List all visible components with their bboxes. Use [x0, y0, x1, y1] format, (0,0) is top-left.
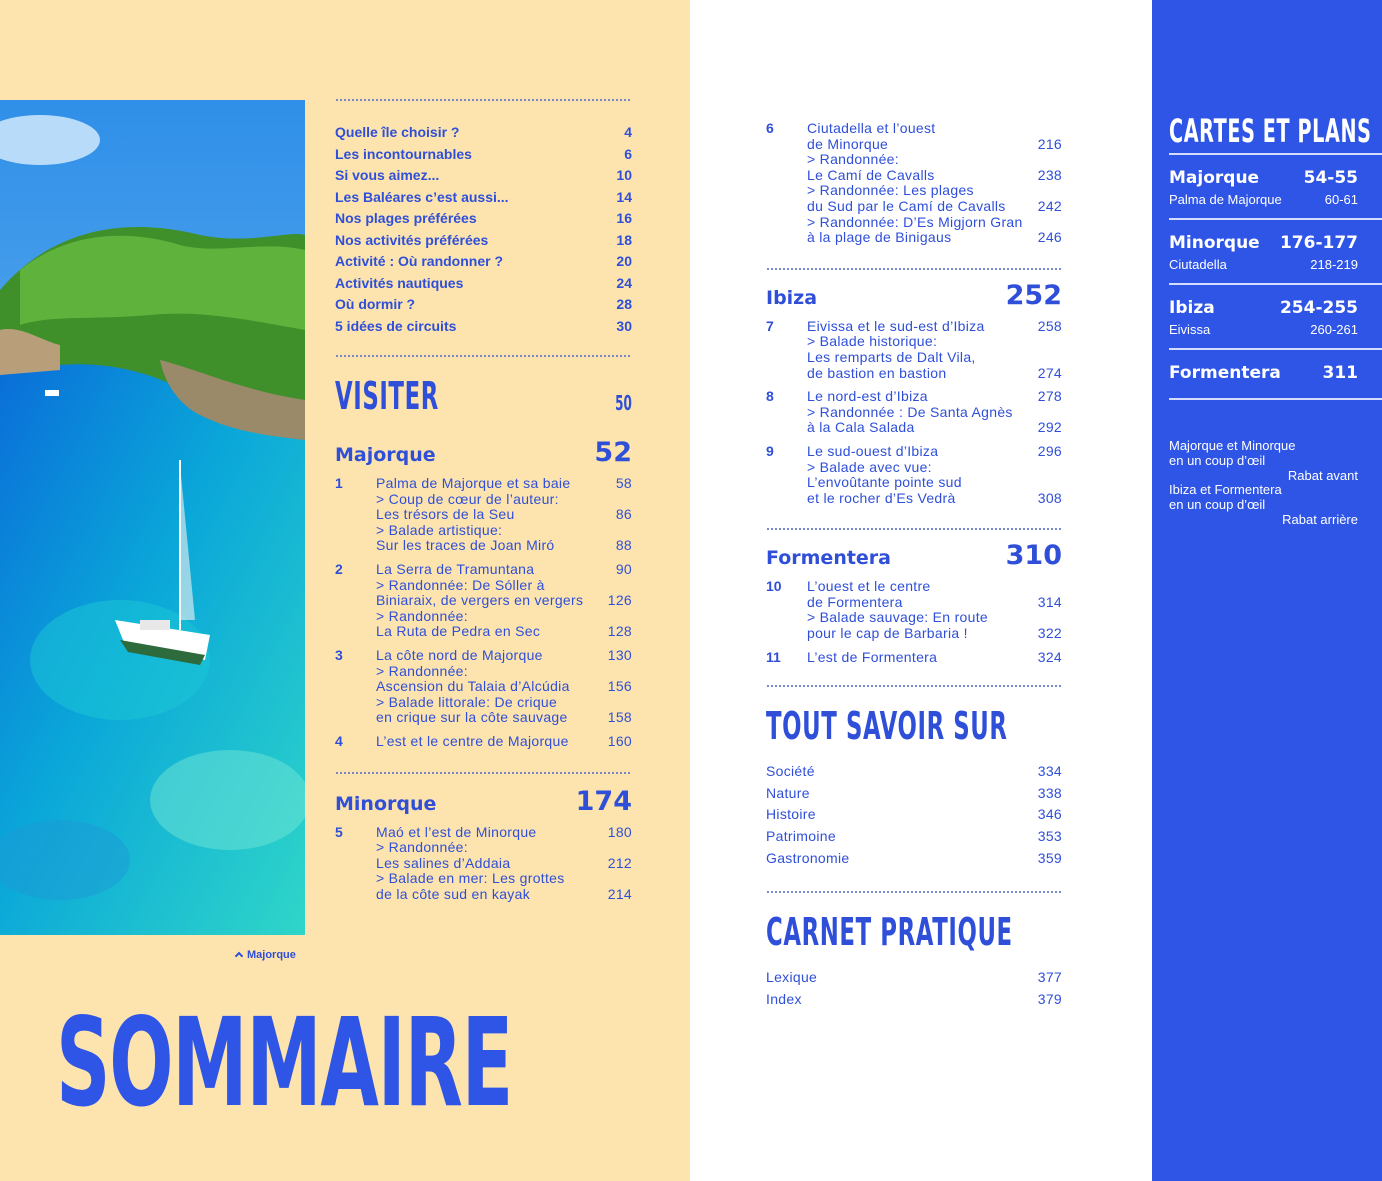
chapter-line-text: > Balade sauvage: En route	[807, 609, 988, 626]
cove-photo-illustration	[0, 100, 305, 935]
region-name: Ibiza	[766, 286, 818, 309]
chapter-number: 7	[766, 317, 774, 334]
chapter-line	[807, 405, 1062, 421]
chapter-line-page: 160	[607, 732, 632, 749]
chapter-line-text: L’est de Formentera	[807, 648, 938, 665]
chapter-line	[807, 168, 1062, 184]
map-pages: 254-255	[1279, 298, 1358, 318]
chapter-body	[376, 476, 632, 554]
chapter-line-text: > Coup de cœur de l’auteur:	[376, 490, 559, 507]
chapter-line-text: La Ruta de Pedra en Sec	[376, 623, 541, 640]
region-page: 174	[575, 785, 632, 817]
toc-entry[interactable]	[335, 208, 632, 230]
chapter-body	[807, 319, 1062, 381]
toc-entry-page: 10	[616, 167, 632, 183]
region-minorque	[335, 786, 632, 817]
region-majorque	[335, 437, 632, 468]
page-title: SOMMAIRE	[56, 992, 513, 1134]
chapter-line	[376, 825, 632, 841]
chapter-line-text: de Formentera	[807, 593, 903, 610]
toc-entry-label: Si vous aimez...	[335, 167, 440, 183]
chapter-line-page: 158	[607, 709, 632, 726]
chapter-line	[807, 595, 1062, 611]
chapter-line-page: 246	[1037, 229, 1062, 246]
chapter-line	[376, 734, 632, 750]
chapter-line-text: à la Cala Salada	[807, 419, 915, 436]
chapter-line	[376, 578, 632, 594]
section-tout-savoir	[766, 704, 1062, 749]
chapter-line-text: Les trésors de la Seu	[376, 506, 515, 523]
maps-sidebar	[1152, 0, 1382, 1181]
chapter-line	[807, 366, 1062, 382]
chapter-line-text: Sur les traces de Joan Miró	[376, 537, 555, 554]
chapter-line	[807, 319, 1062, 335]
toc-entry-label: Nos plages préférées	[335, 210, 477, 226]
toc-entry-label: Index	[766, 990, 802, 1007]
chapter-line-text: Maó et l’est de Minorque	[376, 823, 537, 840]
region-formentera	[766, 540, 1062, 571]
chapter-body	[807, 579, 1062, 641]
chapter-entry[interactable]	[335, 825, 632, 903]
chapter-line-text: de Minorque	[807, 135, 889, 152]
toc-entry-label: Les Baléares c’est aussi...	[335, 188, 509, 205]
toc-entry-label: 5 idées de circuits	[335, 317, 457, 334]
chapter-line-page: 308	[1037, 489, 1062, 506]
chapter-line	[376, 887, 632, 903]
chapter-line-page: 278	[1037, 388, 1062, 405]
map-name: Minorque	[1169, 233, 1260, 253]
toc-entry[interactable]	[766, 989, 1062, 1011]
toc-entry-page: 346	[1037, 806, 1062, 823]
chapter-line-page: 156	[607, 678, 632, 695]
divider	[1169, 218, 1382, 220]
chapter-line-text: Les salines d’Addaia	[376, 854, 511, 871]
toc-entry[interactable]	[335, 144, 632, 166]
toc-entry[interactable]	[335, 294, 632, 316]
chapter-line	[376, 695, 632, 711]
chapter-number: 4	[335, 732, 343, 749]
chapter-line-text: > Randonnée: D’Es Migjorn Gran	[807, 213, 1023, 230]
chapter-line	[376, 476, 632, 492]
chapter-line-text: de la côte sud en kayak	[376, 885, 530, 902]
chapter-body	[807, 650, 1062, 666]
flap-note-back: Ibiza et Formentera en un coup d’œil Rabat arrière	[1169, 482, 1358, 527]
map-entry-formentera	[1169, 363, 1358, 383]
toc-entry-page: 4	[624, 124, 632, 140]
chapter-line-text: > Randonnée:	[376, 662, 468, 679]
chapter-line	[376, 523, 632, 539]
toc-entry[interactable]	[766, 967, 1062, 989]
toc-entry[interactable]	[766, 761, 1062, 783]
chapter-line-text: Le Camí de Cavalls	[807, 166, 935, 183]
dotted-divider	[335, 772, 632, 774]
chapter-body	[376, 562, 632, 640]
chapter-number: 10	[766, 578, 782, 595]
chapter-line	[376, 624, 632, 640]
chapter-line-page: 292	[1037, 419, 1062, 436]
chapter-line	[807, 215, 1062, 231]
chapter-entry[interactable]	[766, 579, 1062, 641]
toc-entry-page: 28	[616, 296, 632, 312]
toc-entry-page: 6	[624, 145, 632, 162]
region-ibiza	[766, 280, 1062, 311]
chapter-line-text: pour le cap de Barbaria !	[807, 625, 968, 642]
toc-entry-page: 24	[616, 274, 632, 291]
toc-entry[interactable]	[335, 251, 632, 273]
toc-entry-label: Lexique	[766, 969, 818, 986]
toc-column-1	[335, 99, 632, 902]
chapter-line-page: 322	[1037, 625, 1062, 642]
chapter-line-text: Ciutadella et l’ouest	[807, 120, 936, 136]
caret-up-icon	[235, 952, 243, 960]
chapter-line-text: > Balade artistique:	[376, 521, 503, 538]
chapter-line	[376, 562, 632, 578]
toc-entry-page: 359	[1037, 849, 1062, 866]
section-page-visiter: 50	[615, 391, 632, 415]
chapter-line-text: > Balade en mer: Les grottes	[376, 870, 565, 887]
toc-entry-label: Histoire	[766, 806, 816, 823]
chapter-line	[807, 152, 1062, 168]
toc-entry-label: Nos activités préférées	[335, 231, 489, 248]
chapter-line	[376, 856, 632, 872]
map-sub-name: Ciutadella	[1169, 257, 1227, 272]
intro-list	[335, 122, 632, 337]
toc-entry[interactable]	[335, 165, 632, 187]
section-visiter	[335, 374, 632, 418]
map-sub-pages: 260-261	[1310, 322, 1358, 337]
dotted-divider	[335, 99, 632, 101]
region-page: 252	[1005, 279, 1062, 311]
chapter-line-page: 216	[1037, 135, 1062, 152]
chapter-line-text: > Balade historique:	[807, 333, 938, 350]
chapter-line-page: 126	[607, 592, 632, 609]
chapter-line-text: Palma de Majorque et sa baie	[376, 475, 571, 491]
chapter-line-page: 274	[1037, 364, 1062, 381]
chapter-line	[807, 389, 1062, 405]
chapter-entry[interactable]	[766, 319, 1062, 381]
chapter-line	[807, 350, 1062, 366]
left-page	[0, 0, 690, 1181]
divider	[1169, 153, 1382, 155]
chapter-number: 6	[766, 120, 774, 136]
toc-entry-page: 379	[1037, 990, 1062, 1007]
toc-entry-label: Patrimoine	[766, 828, 836, 845]
dotted-divider	[766, 268, 1062, 270]
region-name: Formentera	[766, 547, 892, 570]
chapter-line	[376, 840, 632, 856]
chapter-list-majorque	[335, 476, 632, 750]
section-title-visiter: VISITER	[335, 374, 439, 418]
toc-entry-page: 377	[1037, 969, 1062, 986]
chapter-line-page: 238	[1037, 166, 1062, 183]
chapter-line-text: L’envoûtante pointe sud	[807, 474, 962, 491]
chapter-list-formentera	[766, 579, 1062, 665]
chapter-line	[807, 579, 1062, 595]
chapter-line	[807, 650, 1062, 666]
chapter-line-page: 324	[1037, 648, 1062, 665]
chapter-line-text: Ascension du Talaia d’Alcúdia	[376, 678, 570, 695]
chapter-line-text: Les remparts de Dalt Vila,	[807, 348, 976, 365]
map-entry-minorque	[1169, 233, 1358, 272]
chapter-line	[807, 334, 1062, 350]
chapter-line	[807, 183, 1062, 199]
chapter-body	[807, 121, 1062, 246]
section-title-carnet: CARNET PRATIQUE	[766, 910, 1013, 955]
toc-entry-label: Les incontournables	[335, 145, 472, 162]
chapter-line-page: 296	[1037, 442, 1062, 459]
chapter-body	[376, 734, 632, 750]
chapter-entry[interactable]	[335, 476, 632, 554]
toc-entry-page: 353	[1037, 828, 1062, 845]
chapter-line	[807, 626, 1062, 642]
chapter-line	[807, 460, 1062, 476]
toc-entry[interactable]	[335, 273, 632, 295]
chapter-line-page: 90	[615, 560, 632, 577]
chapter-line	[376, 507, 632, 523]
chapter-line	[376, 593, 632, 609]
chapter-entry[interactable]	[335, 562, 632, 640]
chapter-number: 8	[766, 388, 774, 405]
chapter-entry[interactable]	[335, 648, 632, 726]
chapter-line-text: > Randonnée : De Santa Agnès	[807, 403, 1013, 420]
section-carnet	[766, 910, 1062, 955]
chapter-line-page: 314	[1037, 593, 1062, 610]
chapter-number: 9	[766, 442, 774, 459]
chapter-line	[376, 710, 632, 726]
chapter-line	[376, 664, 632, 680]
toc-entry-page: 18	[616, 231, 632, 248]
map-name: Ibiza	[1169, 298, 1215, 318]
toc-entry-page: 334	[1037, 763, 1062, 780]
toc-column-2	[766, 121, 1062, 1010]
chapter-line-text: L’ouest et le centre	[807, 578, 931, 595]
chapter-line	[376, 871, 632, 887]
chapter-line-text: de bastion en bastion	[807, 364, 947, 381]
chapter-body	[376, 825, 632, 903]
chapter-number: 5	[335, 823, 343, 840]
carnet-list	[766, 967, 1062, 1010]
chapter-line-text: La côte nord de Majorque	[376, 646, 543, 663]
chapter-line	[376, 538, 632, 554]
chapter-line	[376, 492, 632, 508]
toc-entry[interactable]	[335, 316, 632, 338]
toc-entry-page: 20	[616, 253, 632, 269]
chapter-number: 3	[335, 646, 343, 663]
chapter-line	[376, 648, 632, 664]
toc-entry[interactable]	[766, 848, 1062, 870]
chapter-line	[807, 230, 1062, 246]
chapter-line-text: Biniaraix, de vergers en vergers	[376, 592, 584, 609]
chapter-line-text: à la plage de Binigaus	[807, 229, 952, 246]
dotted-divider	[766, 685, 1062, 687]
chapter-list-minorque-cont	[766, 121, 1062, 246]
map-entry-ibiza	[1169, 298, 1358, 337]
map-sub-pages: 218-219	[1310, 257, 1358, 272]
map-sub-name: Eivissa	[1169, 322, 1211, 337]
chapter-number: 1	[335, 475, 343, 491]
map-pages: 54-55	[1303, 168, 1358, 188]
toc-entry-label: Nature	[766, 784, 810, 801]
map-pages: 176-177	[1279, 233, 1358, 253]
divider	[1169, 283, 1382, 285]
chapter-line	[807, 420, 1062, 436]
tout-savoir-list	[766, 761, 1062, 869]
chapter-line-text: et le rocher d’Es Vedrà	[807, 489, 956, 506]
chapter-line-text: Le sud-ouest d’Ibiza	[807, 442, 939, 459]
chapter-line-text: > Randonnée:	[376, 839, 468, 856]
chapter-line-page: 242	[1037, 197, 1062, 214]
chapter-entry[interactable]	[766, 650, 1062, 666]
toc-entry-label: Où dormir ?	[335, 296, 416, 312]
toc-entry-label: Quelle île choisir ?	[335, 124, 460, 140]
chapter-line-text: > Balade avec vue:	[807, 458, 932, 475]
chapter-line-text: > Randonnée: Les plages	[807, 182, 974, 199]
chapter-line	[807, 491, 1062, 507]
chapter-list-minorque	[335, 825, 632, 903]
chapter-number: 2	[335, 560, 343, 577]
region-name: Minorque	[335, 792, 437, 815]
chapter-line-page: 212	[607, 854, 632, 871]
chapter-line	[376, 609, 632, 625]
region-page: 310	[1005, 540, 1062, 572]
toc-entry-page: 30	[616, 317, 632, 334]
dotted-divider	[766, 528, 1062, 530]
chapter-line-text: > Balade littorale: De crique	[376, 693, 558, 710]
toc-entry-label: Activités nautiques	[335, 274, 464, 291]
chapter-line-page: 86	[615, 506, 632, 523]
chapter-line-page: 128	[607, 623, 632, 640]
map-name: Majorque	[1169, 168, 1260, 188]
chapter-line	[807, 121, 1062, 137]
toc-entry-label: Société	[766, 763, 815, 780]
chapter-line	[807, 444, 1062, 460]
chapter-body	[376, 648, 632, 726]
region-page: 52	[594, 437, 632, 468]
chapter-line-text: > Randonnée: De Sóller à	[376, 576, 545, 593]
chapter-line	[807, 610, 1062, 626]
chapter-line-text: > Randonnée:	[807, 151, 899, 168]
toc-entry[interactable]	[766, 826, 1062, 848]
chapter-line-text: La Serra de Tramuntana	[376, 560, 535, 577]
dotted-divider	[766, 891, 1062, 893]
cove-photo	[0, 100, 305, 935]
divider	[1169, 348, 1382, 350]
chapter-line-text: L’est et le centre de Majorque	[376, 732, 569, 749]
toc-entry-page: 338	[1037, 784, 1062, 801]
toc-entry[interactable]	[766, 804, 1062, 826]
flap-note-front: Majorque et Minorque en un coup d’œil Rabat avant	[1169, 438, 1358, 483]
toc-entry[interactable]	[335, 122, 632, 144]
chapter-line-page: 58	[615, 475, 632, 491]
toc-entry-page: 14	[616, 188, 632, 205]
region-name: Majorque	[335, 444, 436, 466]
map-sub-pages: 60-61	[1324, 192, 1358, 207]
chapter-line-text: du Sud par le Camí de Cavalls	[807, 197, 1006, 214]
chapter-entry[interactable]	[766, 121, 1062, 246]
chapter-line-page: 130	[607, 646, 632, 663]
chapter-line-text: > Randonnée:	[376, 607, 468, 624]
maps-title: CARTES ET PLANS	[1169, 112, 1372, 150]
toc-entry[interactable]	[335, 187, 632, 209]
chapter-line	[807, 199, 1062, 215]
chapter-line-text: Le nord-est d’Ibiza	[807, 388, 928, 405]
toc-entry[interactable]	[335, 230, 632, 252]
chapter-entry[interactable]	[766, 389, 1062, 436]
chapter-line-page: 258	[1037, 317, 1062, 334]
toc-entry[interactable]	[766, 783, 1062, 805]
map-entry-majorque	[1169, 168, 1358, 207]
divider	[1169, 398, 1382, 400]
chapter-number: 11	[766, 648, 781, 665]
chapter-body	[807, 444, 1062, 506]
chapter-line-page: 88	[615, 537, 632, 554]
section-title-tout-savoir: TOUT SAVOIR SUR	[766, 704, 1008, 749]
toc-entry-label: Activité : Où randonner ?	[335, 253, 504, 269]
toc-entry-page: 16	[616, 210, 632, 226]
chapter-entry[interactable]	[766, 444, 1062, 506]
map-sub-name: Palma de Majorque	[1169, 192, 1282, 207]
toc-entry-label: Gastronomie	[766, 849, 850, 866]
chapter-line-text: Eivissa et le sud-est d’Ibiza	[807, 317, 985, 334]
photo-caption: Majorque	[236, 949, 296, 961]
chapter-entry[interactable]	[335, 734, 632, 750]
dotted-divider	[335, 355, 632, 357]
chapter-line	[807, 475, 1062, 491]
map-pages: 311	[1322, 363, 1358, 383]
chapter-line	[807, 137, 1062, 153]
chapter-line	[376, 679, 632, 695]
chapter-line-page: 214	[607, 885, 632, 902]
chapter-list-ibiza	[766, 319, 1062, 507]
chapter-body	[807, 389, 1062, 436]
chapter-line-page: 180	[607, 823, 632, 840]
map-name: Formentera	[1169, 363, 1281, 383]
chapter-line-text: en crique sur la côte sauvage	[376, 709, 568, 726]
